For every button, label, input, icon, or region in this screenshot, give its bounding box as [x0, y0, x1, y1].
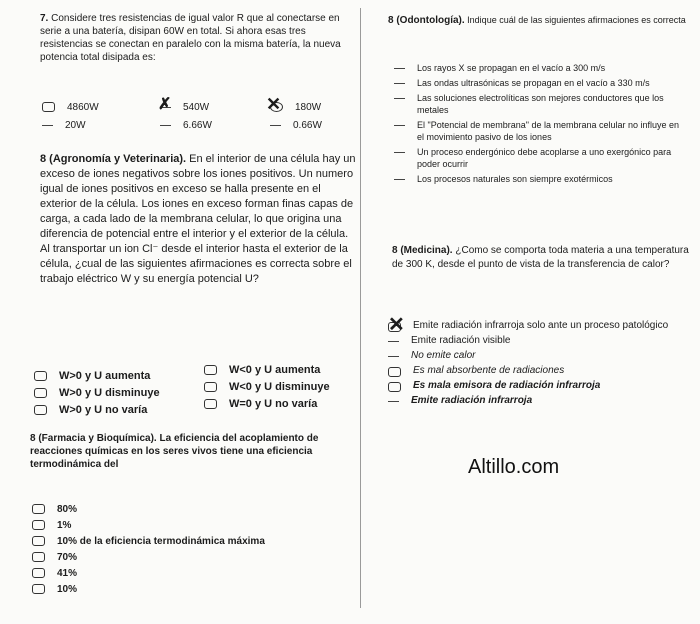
option-ondas-ultrasonicas[interactable]: Las ondas ultrasónicas se propagan en el vacío a 330 m/s [394, 77, 686, 89]
option-potencial-membrana[interactable]: El "Potencial de membrana" de la membrana celular no influye en el movimiento pasivo de los iones [394, 119, 686, 143]
question-8-farmacia-text: La eficiencia del acoplamiento de reacciones químicas en los seres vivos tiene una eficiencia termodinámica del [30, 433, 319, 470]
question-8-medicina-title: 8 (Medicina). [392, 245, 453, 256]
option-w-pos-u-aumenta[interactable]: W>0 y U aumenta [34, 370, 160, 387]
question-7-number: 7. [40, 13, 49, 24]
option-w-pos-u-disminuye[interactable]: W>0 y U disminuye [34, 387, 160, 404]
option-emite-infrarroja[interactable]: Emite radiación infrarroja [388, 395, 688, 407]
strike-mark: ✗ [158, 96, 172, 113]
option-soluciones[interactable]: Las soluciones electrolíticas son mejores conductores que los metales [394, 92, 686, 116]
agronomia-options-right [204, 364, 330, 415]
question-8-medicina-text: ¿Como se comporta toda materia a una temperatura de 300 K, desde el punto de vista de la transferencia de calor? [392, 245, 689, 270]
option-20w[interactable]: 20W [42, 120, 86, 131]
option-80[interactable]: 80% [32, 504, 265, 520]
question-8-agronomia-title: 8 (Agronomía y Veterinaria). [40, 153, 187, 165]
option-w-neg-u-aumenta[interactable]: W<0 y U aumenta [204, 364, 330, 381]
option-w-zero-u-no-varia[interactable]: W=0 y U no varía [204, 398, 330, 415]
question-8-odontologia-title: 8 (Odontología). [388, 15, 465, 26]
option-patologico[interactable]: Emite radiación infrarroja solo ante un proceso patológico [388, 320, 688, 332]
option-rayos-x[interactable]: Los rayos X se propagan en el vacío a 300 m/s [394, 62, 686, 74]
question-8-odontologia-text: Indique cuál de las siguientes afirmaciones es correcta [467, 15, 686, 25]
farmacia-options [32, 504, 265, 600]
question-7-text: Considere tres resistencias de igual valor R que al conectarse en serie a una batería, disipan 60W en total. Si ahora esas tres resistencias se conectan en paralelo con la misma batería, la nueva potencia total disipada es: [40, 13, 341, 63]
option-180w[interactable]: 180W [270, 102, 321, 113]
question-8-farmacia-title: 8 (Farmacia y Bioquímica). [30, 433, 157, 444]
watermark: Altillo.com [468, 456, 560, 478]
option-endergonico[interactable]: Un proceso endergónico debe acoplarse a uno exergónico para poder ocurrir [394, 146, 686, 170]
column-divider [360, 8, 361, 608]
medicina-options [388, 320, 688, 410]
option-w-pos-u-no-varia[interactable]: W>0 y U no varía [34, 404, 160, 421]
agronomia-options [34, 370, 160, 421]
option-procesos-naturales[interactable]: Los procesos naturales son siempre exotérmicos [394, 173, 686, 185]
option-4860w[interactable]: 4860W [42, 102, 99, 113]
option-radiacion-visible[interactable]: Emite radiación visible [388, 335, 688, 347]
option-0-66w[interactable]: 0.66W [270, 120, 322, 131]
option-1[interactable]: 1% [32, 520, 265, 536]
option-10[interactable]: 10% [32, 584, 265, 600]
option-70[interactable]: 70% [32, 552, 265, 568]
question-8-farmacia [30, 432, 330, 471]
odontologia-options [394, 62, 686, 188]
question-8-agronomia-text: En el interior de una célula hay un exceso de iones negativos sobre los iones positivos. Un numero igual de iones positivos en exceso se halla presente en el exterior de la célula. Los iones en exceso forman finas capas de carga, a cada lado de la membrana celular, lo que origina una diferencia de potencial entre el interior y el exterior de la célula. Al transportar un ion Cl⁻ desde el interior hasta el exterior de la célula, ¿cual de las siguientes afirmaciones es correcta sobre el trabajo eléctrico W y su energía potencial U? [40, 153, 356, 285]
question-8-agronomia [40, 152, 358, 287]
option-mala-emisora[interactable]: Es mala emisora de radiación infrarroja [388, 380, 688, 392]
question-8-medicina [392, 244, 690, 272]
option-no-emite-calor[interactable]: No emite calor [388, 350, 688, 362]
option-mal-absorbente[interactable]: Es mal absorbente de radiaciones [388, 365, 688, 377]
option-w-neg-u-disminuye[interactable]: W<0 y U disminuye [204, 381, 330, 398]
question-8-odontologia [388, 14, 688, 27]
option-540w[interactable]: 540W [160, 102, 209, 113]
option-41[interactable]: 41% [32, 568, 265, 584]
question-7 [40, 12, 350, 64]
option-10-eficiencia[interactable]: 10% de la eficiencia termodinámica máxima [32, 536, 265, 552]
answer-cross-mark: ✕ [266, 94, 282, 114]
medicina-cross-mark: ✕ [388, 314, 405, 336]
option-6-66w[interactable]: 6.66W [160, 120, 212, 131]
